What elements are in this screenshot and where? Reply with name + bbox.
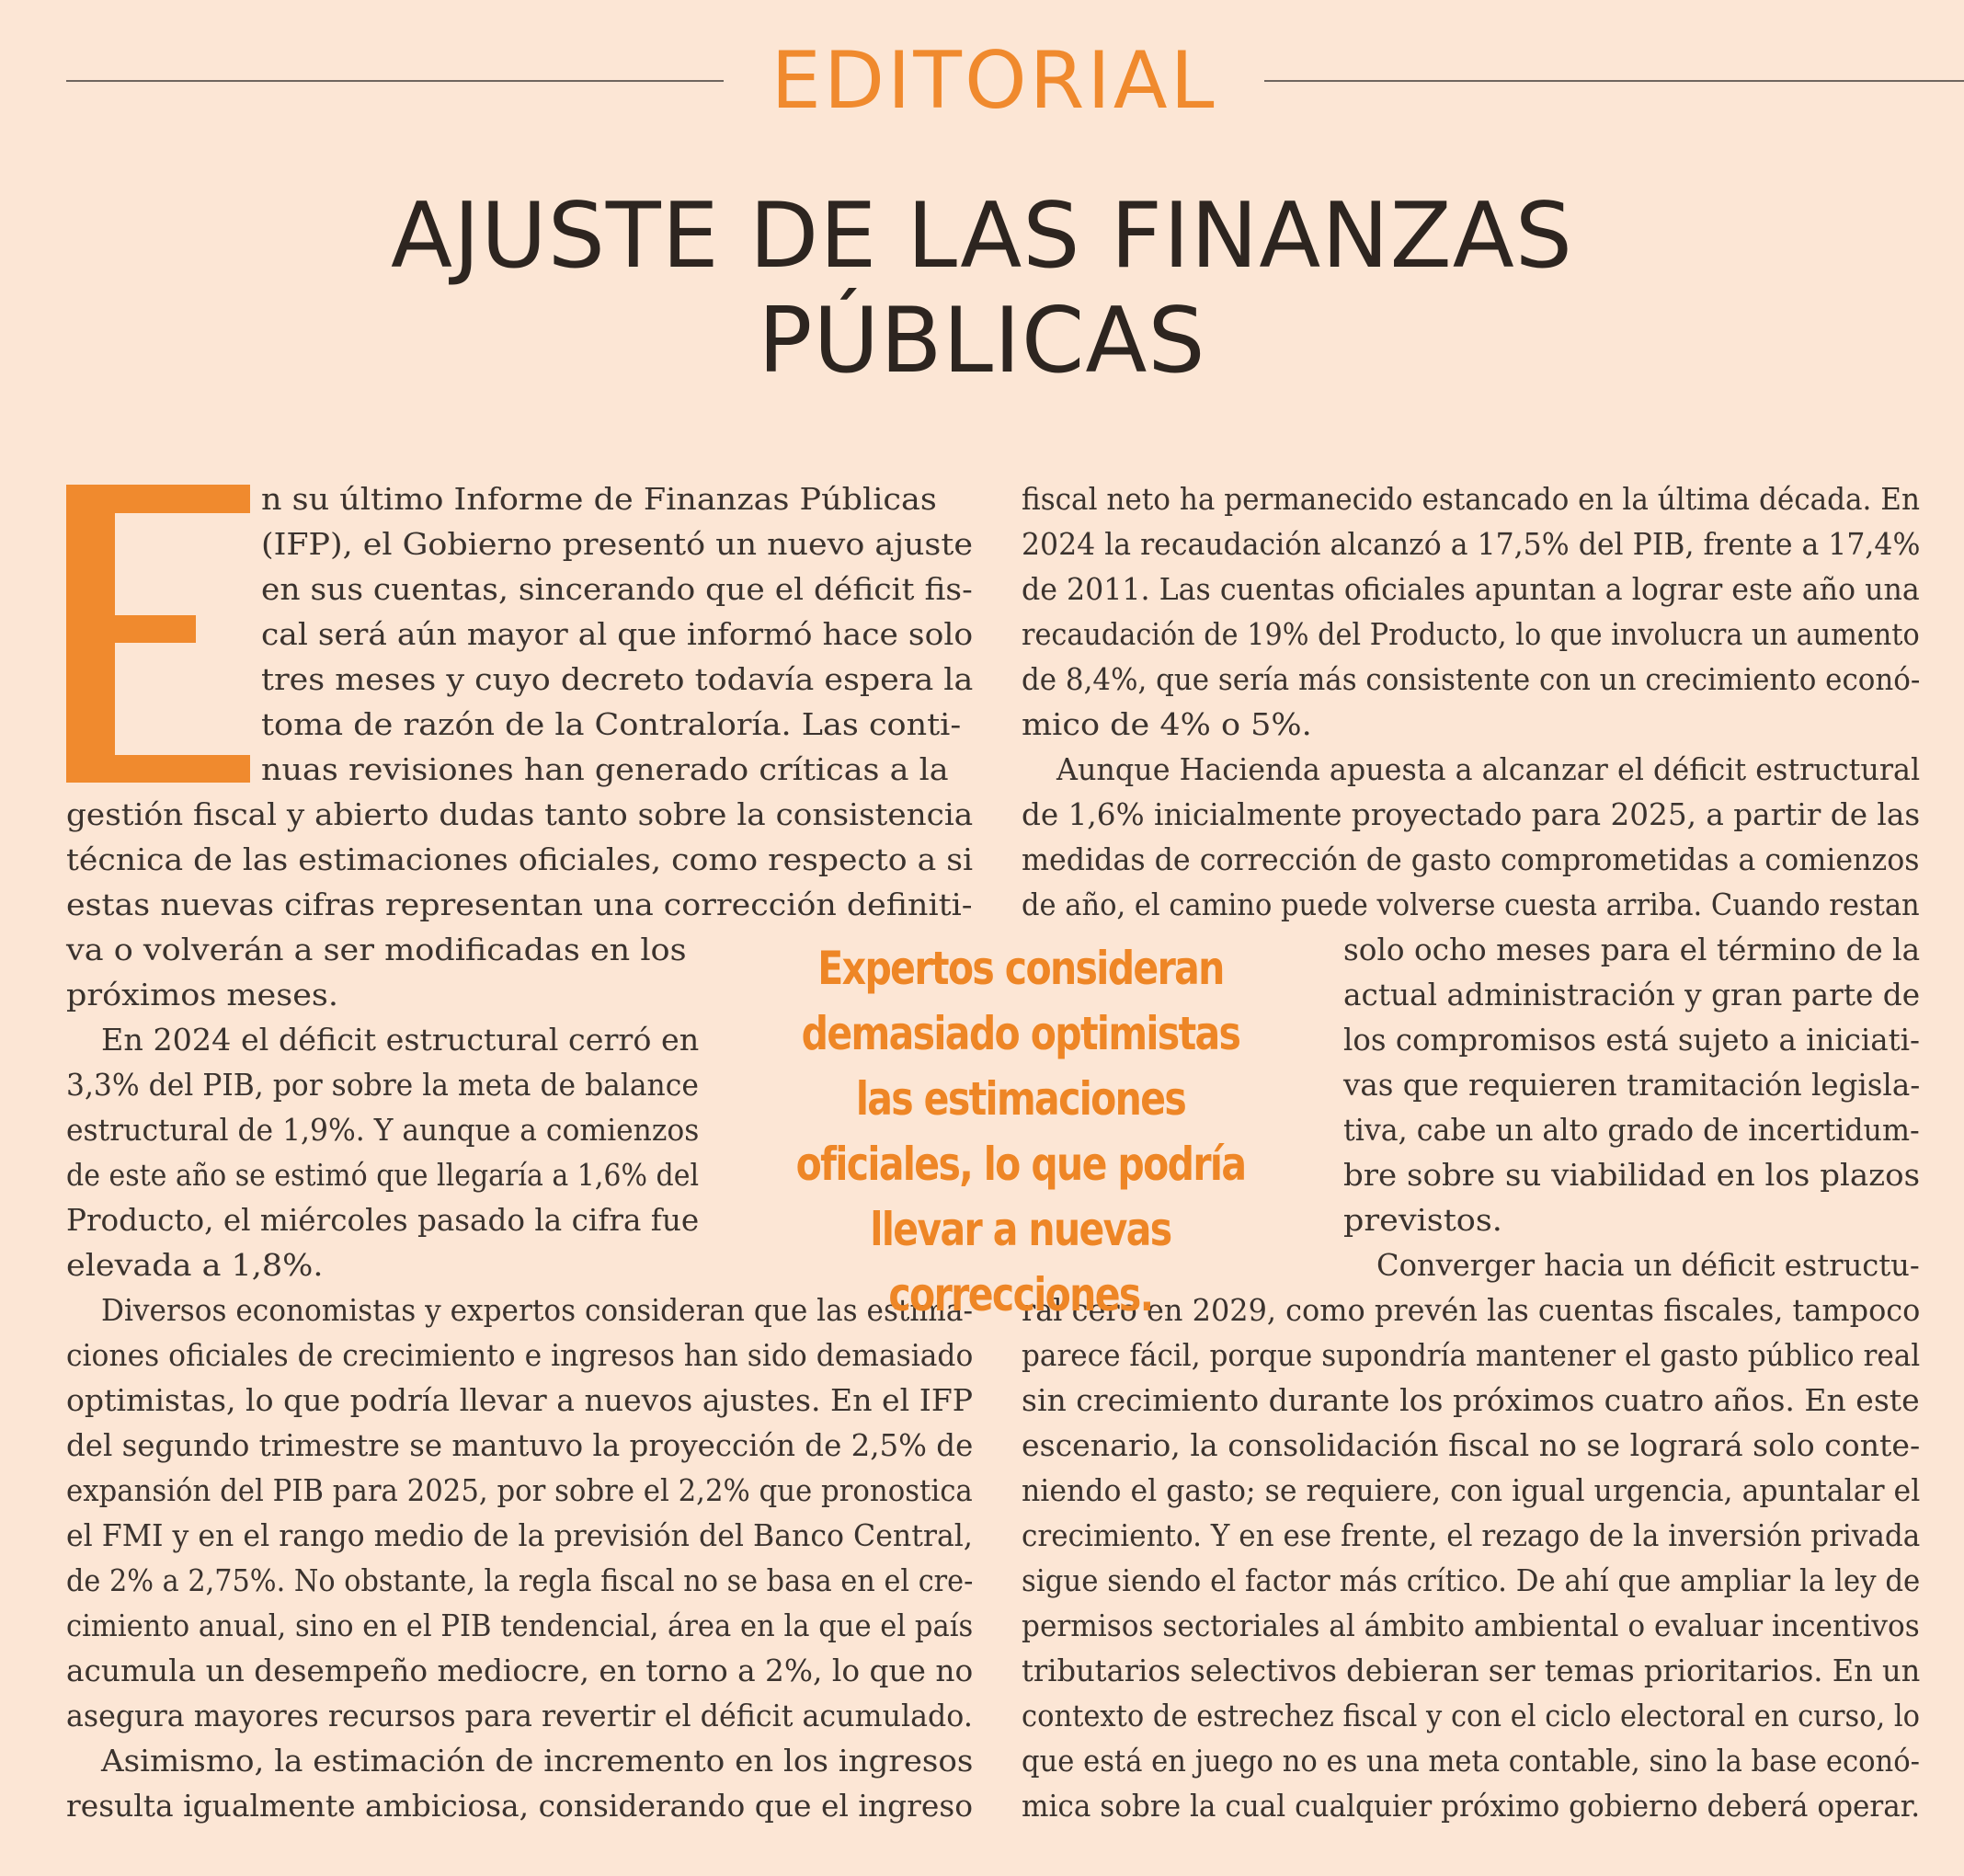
section-rule-right: [1264, 80, 1964, 82]
body-line: solo ocho meses para el término de la: [1343, 932, 1921, 967]
body-line: contexto de estrechez fiscal y con el ciclo electoral en curso, lo: [1022, 1698, 1921, 1733]
body-line: crecimiento. Y en ese frente, el rezago de la inversión privada: [1022, 1517, 1921, 1553]
body-line: actual administración y gran parte de: [1343, 977, 1921, 1012]
pull-quote: Expertos consideran demasiado optimistas las estimaciones oficiales, lo que podría llevar a nuevas correcciones.: [795, 942, 1246, 1321]
body-line: permisos sectoriales al ámbito ambiental o evaluar incentivos: [1022, 1607, 1920, 1643]
body-line: parece fácil, porque supondría mantener el gasto público real: [1022, 1337, 1921, 1373]
body-line: mico de 4% o 5%.: [1022, 706, 1312, 742]
body-line: tiva, cabe un alto grado de incertidum-: [1343, 1112, 1920, 1148]
body-line: medidas de corrección de gasto comprometidas a comienzos: [1022, 841, 1920, 877]
body-line: Aunque Hacienda apuesta a alcanzar el déficit estructural: [1056, 751, 1921, 787]
body-line: que está en juego no es una meta contable, sino la base econó-: [1022, 1743, 1920, 1779]
body-line: próximos meses.: [66, 977, 338, 1012]
body-line: acumula un desempeño mediocre, en torno a 2%, lo que no: [66, 1653, 974, 1688]
body-line: en sus cuentas, sincerando que el déficit fis-: [261, 571, 973, 607]
body-line: el FMI y en el rango medio de la previsión del Banco Central,: [66, 1517, 973, 1553]
section-rule-left: [66, 80, 724, 82]
body-line: ciones oficiales de crecimiento e ingresos han sido demasiado: [66, 1337, 974, 1373]
body-line: niendo el gasto; se requiere, con igual urgencia, apuntalar el: [1022, 1472, 1921, 1508]
body-line: gestión fiscal y abierto dudas tanto sobre la consistencia: [66, 796, 974, 832]
body-line: elevada a 1,8%.: [66, 1247, 324, 1283]
body-line: técnica de las estimaciones oficiales, como respecto a si: [66, 841, 974, 877]
body-line: sigue siendo el factor más crítico. De ahí que ampliar la ley de: [1022, 1562, 1921, 1598]
body-line: de 2011. Las cuentas oficiales apuntan a lograr este año una: [1022, 571, 1920, 607]
headline: [184, 184, 1780, 394]
body-line: cal será aún mayor al que informó hace solo: [261, 616, 974, 652]
body-line: Diversos economistas y expertos consideran que las estima-: [101, 1292, 973, 1328]
body-line: va o volverán a ser modificadas en los: [66, 932, 687, 967]
body-line: de año, el camino puede volverse cuesta arriba. Cuando restan: [1022, 887, 1920, 922]
dropcap-letter-e: [66, 485, 250, 783]
headline-line: AJUSTE DE LAS FINANZAS: [391, 184, 1573, 289]
body-line: fiscal neto ha permanecido estancado en la última década. En: [1022, 481, 1920, 517]
body-line: nuas revisiones han generado críticas a la: [261, 751, 949, 787]
body-line: estructural de 1,9%. Y aunque a comienzos: [66, 1112, 700, 1148]
body-line: de 1,6% inicialmente proyectado para 2025, a partir de las: [1022, 796, 1921, 832]
body-line: sin crecimiento durante los próximos cuatro años. En este: [1022, 1382, 1920, 1418]
body-line: asegura mayores recursos para revertir el déficit acumulado.: [66, 1698, 973, 1733]
headline-line: PÚBLICAS: [758, 289, 1206, 394]
body-line: cimiento anual, sino en el PIB tendencial, área en la que el país: [66, 1607, 974, 1643]
body-line: Asimismo, la estimación de incremento en los ingresos: [101, 1743, 974, 1779]
body-line: optimistas, lo que podría llevar a nuevos ajustes. En el IFP: [66, 1382, 974, 1418]
body-line: toma de razón de la Contraloría. Las conti-: [261, 706, 962, 742]
body-line: n su último Informe de Finanzas Públicas: [261, 481, 937, 517]
body-line: expansión del PIB para 2025, por sobre el 2,2% que pronostica: [66, 1472, 973, 1508]
body-line: resulta igualmente ambiciosa, considerando que el ingreso: [66, 1788, 974, 1824]
body-line: En 2024 el déficit estructural cerró en: [101, 1022, 700, 1058]
body-line: previstos.: [1343, 1202, 1502, 1238]
body-line: los compromisos está sujeto a iniciati-: [1343, 1022, 1920, 1058]
body-line: ral cero en 2029, como prevén las cuentas fiscales, tampoco: [1022, 1292, 1921, 1328]
body-line: de este año se estimó que llegaría a 1,6% del: [66, 1157, 700, 1193]
body-line: tributarios selectivos debieran ser temas prioritarios. En un: [1022, 1653, 1921, 1688]
body-line: Producto, el miércoles pasado la cifra fue: [66, 1202, 700, 1238]
body-line: recaudación de 19% del Producto, lo que involucra un aumento: [1022, 616, 1920, 652]
body-line: escenario, la consolidación fiscal no se logrará solo conte-: [1022, 1427, 1921, 1463]
body-line: tres meses y cuyo decreto todavía espera la: [261, 661, 974, 697]
body-line: del segundo trimestre se mantuvo la proyección de 2,5% de: [66, 1427, 974, 1463]
body-line: 2024 la recaudación alcanzó a 17,5% del PIB, frente a 17,4%: [1022, 526, 1921, 562]
section-label: EDITORIAL: [771, 35, 1217, 127]
body-line: vas que requieren tramitación legisla-: [1343, 1067, 1921, 1103]
body-line: estas nuevas cifras representan una corrección definiti-: [66, 887, 973, 922]
body-line: Converger hacia un déficit estructu-: [1376, 1247, 1920, 1283]
body-line: 3,3% del PIB, por sobre la meta de balance: [66, 1067, 699, 1103]
body-line: bre sobre su viabilidad en los plazos: [1343, 1157, 1921, 1193]
body-line: de 2% a 2,75%. No obstante, la regla fiscal no se basa en el cre-: [66, 1562, 974, 1598]
body-line: mica sobre la cual cualquier próximo gobierno deberá operar.: [1022, 1788, 1921, 1824]
body-line: de 8,4%, que sería más consistente con un crecimiento econó-: [1022, 661, 1921, 697]
body-line: (IFP), el Gobierno presentó un nuevo ajuste: [261, 526, 973, 562]
